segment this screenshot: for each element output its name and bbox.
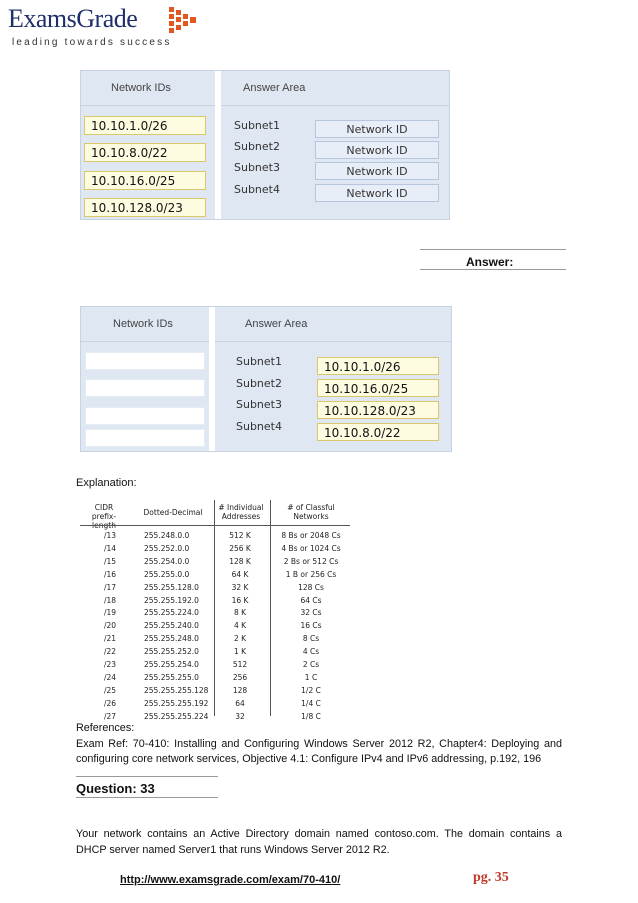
network-id-drop-target[interactable]: Network ID (315, 162, 439, 180)
cidr-cell: 1 K (233, 647, 247, 657)
empty-source-slot (85, 352, 205, 370)
subnet-label: Subnet4 (234, 183, 280, 196)
cidr-cell: 8 Cs (302, 634, 320, 644)
cidr-cell: 1/2 C (301, 685, 321, 695)
cidr-cell: 32 K (231, 582, 249, 592)
question-title: Question: 33 (76, 781, 155, 796)
cidr-cell: 1 B or 256 Cs (285, 569, 337, 579)
cidr-cell: 1 C (304, 672, 318, 682)
cidr-cell: 255.248.0.0 (144, 531, 190, 540)
cidr-cell: /21 (104, 634, 117, 644)
cidr-cell: 255.255.248.0 (144, 634, 199, 644)
cidr-cell: 128 (232, 685, 248, 695)
header-rule (221, 105, 449, 106)
footer-url-link[interactable]: http://www.examsgrade.com/exam/70-410/ (120, 874, 341, 886)
cidr-cell: 1/8 C (301, 711, 321, 721)
network-id-chip[interactable]: 10.10.16.0/25 (84, 171, 206, 190)
cidr-cell: 256 K (229, 543, 251, 553)
cidr-cell: /26 (104, 698, 117, 708)
subnet-label: Subnet1 (234, 119, 280, 132)
answer-drag-drop-panel (80, 306, 452, 452)
answer-value-chip[interactable]: 10.10.1.0/26 (317, 357, 439, 375)
cidr-cell: /16 (104, 569, 117, 579)
cidr-cell: 2 Cs (302, 660, 320, 669)
cidr-row (80, 620, 350, 632)
cidr-row (80, 607, 350, 619)
table-header-rule (80, 525, 350, 526)
cidr-cell: 16 K (231, 595, 249, 605)
answer-rule-bottom (420, 269, 566, 270)
cidr-cell: 255.255.255.0 (144, 672, 199, 682)
network-ids-header: Network IDs (113, 318, 173, 330)
cidr-cell: 255.255.224.0 (144, 608, 199, 618)
panel-divider (215, 71, 221, 219)
empty-source-slot (85, 407, 205, 425)
cidr-cell: 255.255.252.0 (144, 647, 199, 657)
cidr-cell: 4 K (233, 621, 247, 631)
network-id-drop-target[interactable]: Network ID (315, 141, 439, 159)
cidr-cell: /19 (104, 608, 117, 618)
cidr-row (80, 646, 350, 658)
header-rule (81, 105, 215, 106)
network-id-drop-target[interactable]: Network ID (315, 120, 439, 138)
subnet-label: Subnet2 (234, 140, 280, 153)
network-id-drop-target[interactable]: Network ID (315, 184, 439, 202)
brand-logo (8, 4, 208, 50)
cidr-cell: 512 K (229, 531, 251, 540)
cidr-row (80, 685, 350, 697)
cidr-cell: /14 (104, 543, 117, 553)
subnet-label: Subnet2 (236, 377, 282, 390)
references-text: Exam Ref: 70-410: Installing and Configuring Windows Server 2012 R2, Chapter4: Deploying and configuring core network services, Objective 4.1: Configure IPv4 and IPv6 addressing, p.192, 196 (76, 737, 562, 765)
cidr-row (80, 556, 350, 568)
cidr-cell: /17 (104, 582, 117, 592)
subnet-label: Subnet3 (236, 398, 282, 411)
cidr-cell: 255.252.0.0 (144, 543, 190, 553)
cidr-row (80, 530, 350, 542)
cidr-cell: 8 K (233, 608, 247, 618)
network-id-chip[interactable]: 10.10.8.0/22 (84, 143, 206, 162)
cidr-cell: /24 (104, 672, 117, 682)
cidr-cell: 4 Bs or 1024 Cs (281, 543, 341, 553)
brand-name: ExamsGrade (8, 4, 138, 33)
references-block (76, 721, 562, 768)
cidr-cell: 255.255.128.0 (144, 582, 199, 592)
answer-area-header: Answer Area (243, 82, 306, 94)
question-drag-drop-panel (80, 70, 450, 220)
cidr-row (80, 633, 350, 645)
subnet-label: Subnet1 (236, 355, 282, 368)
cidr-cell: 255.255.0.0 (144, 569, 190, 579)
question-rule-top (76, 776, 218, 777)
cidr-row (80, 569, 350, 581)
cidr-cell: 255.255.255.128 (144, 685, 209, 695)
cidr-cell: 8 Bs or 2048 Cs (281, 531, 341, 540)
explanation-label: Explanation: (76, 477, 137, 489)
cidr-cell: /18 (104, 595, 117, 605)
cidr-cell: /20 (104, 621, 117, 631)
network-id-chip[interactable]: 10.10.1.0/26 (84, 116, 206, 135)
cidr-table (80, 500, 350, 720)
cidr-cell: /22 (104, 647, 117, 657)
answer-area-header: Answer Area (245, 318, 308, 330)
cidr-cell: /23 (104, 660, 117, 669)
answer-value-chip[interactable]: 10.10.128.0/23 (317, 401, 439, 419)
cidr-cell: 64 K (231, 569, 249, 579)
subnet-label: Subnet4 (236, 420, 282, 433)
cidr-header: Dotted-Decimal (143, 508, 203, 517)
cidr-row (80, 659, 350, 671)
cidr-cell: 255.255.254.0 (144, 660, 199, 669)
page-number: pg. 35 (473, 870, 509, 885)
header-rule (215, 341, 451, 342)
cidr-cell: 64 Cs (300, 595, 322, 605)
answer-rule-top (420, 249, 566, 250)
cidr-header: # of Classful Networks (287, 503, 335, 521)
cidr-cell: 32 Cs (300, 608, 322, 618)
cidr-row (80, 582, 350, 594)
cidr-cell: /25 (104, 685, 117, 695)
cidr-cell: /27 (104, 711, 117, 721)
cidr-cell: /15 (104, 556, 117, 566)
brand-arrow-icon (168, 6, 198, 34)
header-rule (81, 341, 209, 342)
cidr-cell: 255.255.240.0 (144, 621, 199, 631)
empty-source-slot (85, 379, 205, 397)
cidr-header: # Individual Addresses (218, 503, 264, 521)
question-rule-bottom (76, 797, 218, 798)
answer-value-chip[interactable]: 10.10.8.0/22 (317, 423, 439, 441)
cidr-cell: 512 (232, 660, 248, 669)
references-label: References: (76, 722, 135, 734)
network-id-chip[interactable]: 10.10.128.0/23 (84, 198, 206, 217)
cidr-cell: 255.255.255.224 (144, 711, 209, 721)
cidr-row (80, 698, 350, 710)
cidr-cell: 16 Cs (300, 621, 322, 631)
cidr-cell: 1/4 C (301, 698, 321, 708)
cidr-row (80, 543, 350, 555)
cidr-cell: 256 (232, 672, 248, 682)
subnet-label: Subnet3 (234, 161, 280, 174)
answer-value-chip[interactable]: 10.10.16.0/25 (317, 379, 439, 397)
cidr-cell: 2 Bs or 512 Cs (283, 556, 339, 566)
cidr-cell: 128 Cs (298, 582, 324, 592)
cidr-cell: /13 (104, 531, 117, 540)
cidr-row (80, 595, 350, 607)
cidr-cell: 128 K (229, 556, 251, 566)
cidr-cell: 32 (235, 711, 245, 721)
cidr-cell: 255.255.255.192 (144, 698, 209, 708)
question-text: Your network contains an Active Directory domain named contoso.com. The domain contains a DHCP server named Server1 that runs Windows Server 2012 R2. (76, 828, 562, 856)
cidr-row (80, 672, 350, 684)
network-ids-header: Network IDs (111, 82, 171, 94)
brand-tagline: leading towards success (12, 37, 172, 48)
cidr-cell: 255.255.192.0 (144, 595, 199, 605)
answer-label: Answer: (466, 255, 514, 269)
cidr-cell: 2 K (233, 634, 247, 644)
cidr-cell: 64 (235, 698, 245, 708)
empty-source-slot (85, 429, 205, 447)
cidr-header: CIDR prefix- (91, 503, 117, 521)
panel-divider (209, 307, 215, 451)
cidr-cell: 4 Cs (302, 647, 320, 657)
cidr-cell: 255.254.0.0 (144, 556, 190, 566)
